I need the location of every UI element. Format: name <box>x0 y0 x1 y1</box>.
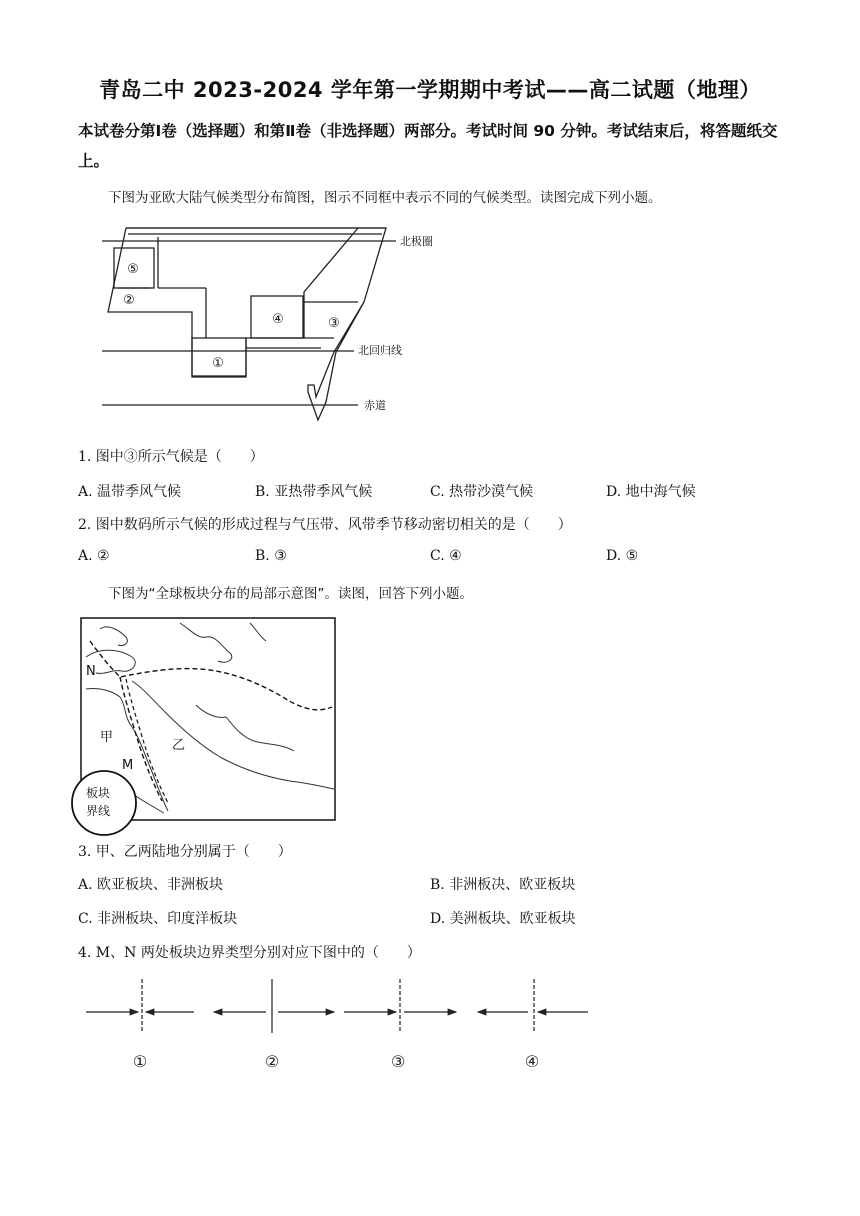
region-label-1: ① <box>212 356 224 371</box>
boundary-type-diagrams <box>82 975 592 1075</box>
diagram-label-1: ① <box>132 1052 148 1071</box>
q3-option-a[interactable]: A. 欧亚板块、非洲板块 <box>78 877 224 893</box>
question-3-stem: 3. 甲、乙两陆地分别属于（ ） <box>78 844 292 860</box>
diagram-label-4: ④ <box>524 1052 540 1071</box>
label-n: N <box>86 664 96 679</box>
legend-label-2: 界线 <box>86 804 111 818</box>
q3-option-b[interactable]: B. 非洲板决、欧亚板块 <box>430 877 576 893</box>
q2-option-a[interactable]: A. ② <box>78 548 110 564</box>
diagram-label-3: ③ <box>390 1052 406 1071</box>
label-yi: 乙 <box>172 738 186 753</box>
q3-option-d[interactable]: D. 美洲板块、欧亚板块 <box>430 911 576 927</box>
question-2-stem: 2. 图中数码所示气候的形成过程与气压带、风带季节移动密切相关的是（ ） <box>78 517 572 533</box>
page-title: 青岛二中 2023-2024 学年第一学期期中考试——高二试题（地理） <box>99 78 761 102</box>
q1-option-a[interactable]: A. 温带季风气候 <box>78 484 182 500</box>
lead-text-1: 下图为亚欧大陆气候类型分布简图，图示不同框中表示不同的气候类型。读图完成下列小题。 <box>108 190 662 206</box>
label-m: M <box>122 758 134 773</box>
lead-text-2: 下图为“全球板块分布的局部示意图”。读图，回答下列小题。 <box>108 586 473 602</box>
question-1-stem: 1. 图中③所示气候是（ ） <box>78 449 264 465</box>
legend-label-1: 板块 <box>86 786 111 800</box>
q1-option-b[interactable]: B. 亚热带季风气候 <box>255 484 373 500</box>
climate-distribution-figure <box>96 222 433 420</box>
q2-option-b[interactable]: B. ③ <box>255 548 287 564</box>
label-jia: 甲 <box>100 730 114 745</box>
diagram-label-2: ② <box>264 1052 280 1071</box>
label-tropic-of-cancer: 北回归线 <box>358 344 402 357</box>
q1-option-c[interactable]: C. 热带沙漠气候 <box>430 484 534 500</box>
label-equator: 赤道 <box>364 399 386 412</box>
plate-boundary-map <box>80 617 336 821</box>
region-label-3: ③ <box>328 316 340 331</box>
q2-option-d[interactable]: D. ⑤ <box>606 548 639 564</box>
q2-option-c[interactable]: C. ④ <box>430 548 462 564</box>
question-4-stem: 4. M、N 两处板块边界类型分别对应下图中的（ ） <box>78 945 421 961</box>
q3-option-c[interactable]: C. 非洲板块、印度洋板块 <box>78 911 238 927</box>
region-label-5: ⑤ <box>127 262 139 277</box>
legend-circle <box>72 771 136 835</box>
exam-instructions: 本试卷分第Ⅰ卷（选择题）和第Ⅱ卷（非选择题）两部分。考试时间 90 分钟。考试结束后，将答题纸交上。 <box>78 122 778 170</box>
region-label-2: ② <box>123 293 135 308</box>
label-arctic-circle: 北极圈 <box>400 235 433 248</box>
q1-option-d[interactable]: D. 地中海气候 <box>606 484 696 500</box>
region-label-4: ④ <box>272 312 284 327</box>
